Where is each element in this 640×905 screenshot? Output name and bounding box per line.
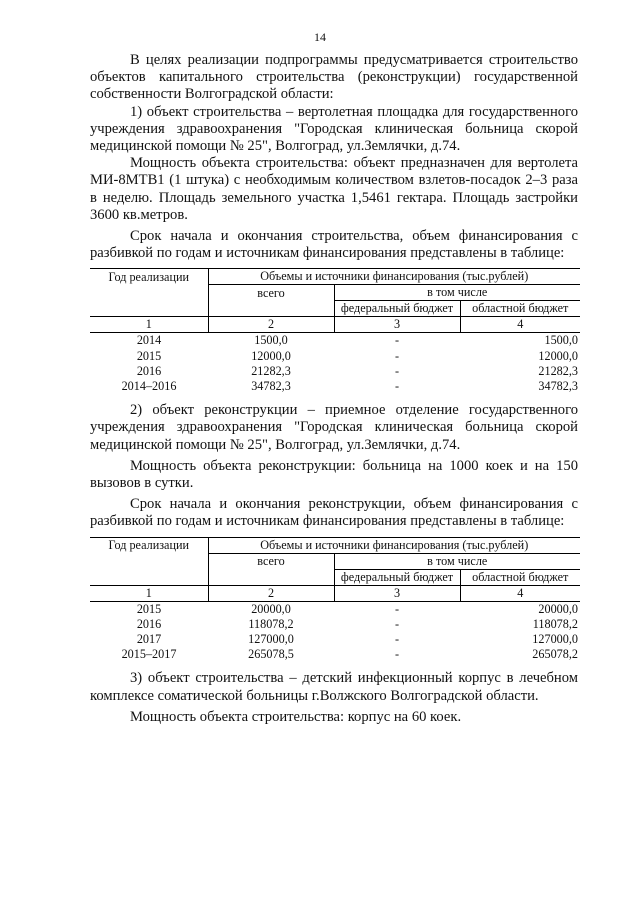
cell-year: 2014–2016 (121, 379, 177, 394)
cell-regional: 265078,2 (532, 647, 578, 662)
table-row (90, 349, 580, 364)
cell-federal: - (394, 647, 400, 662)
cell-regional: 1500,0 (544, 333, 578, 348)
cell-federal: - (394, 632, 400, 647)
header-federal: федеральный бюджет (334, 301, 460, 317)
cell-regional: 127000,0 (532, 632, 578, 647)
header-regional: областной бюджет (460, 301, 580, 317)
cell-regional: 20000,0 (538, 601, 578, 616)
document-body (90, 52, 578, 726)
col-number-4: 4 (460, 585, 580, 601)
header-total: всего (208, 285, 334, 301)
cell-total: 20000,0 (251, 601, 291, 616)
cell-federal: - (394, 601, 400, 616)
cell-year: 2016 (136, 363, 162, 378)
cell-regional: 21282,3 (538, 363, 578, 378)
cell-federal: - (394, 363, 400, 378)
financing-table-2 (90, 537, 580, 663)
col-number-1: 1 (90, 585, 208, 601)
header-federal: федеральный бюджет (334, 569, 460, 585)
table-row (90, 379, 580, 394)
object2-schedule: Срок начала и окончания реконструкции, объем финансирования с разбивкой по годам и источникам финансирования представлены в таблице: (90, 496, 578, 530)
table-row (90, 647, 580, 662)
cell-total: 12000,0 (251, 348, 291, 363)
header-including: в том числе (334, 285, 580, 301)
cell-year: 2015 (136, 601, 162, 616)
object1-capacity: Мощность объекта строительства: объект предназначен для вертолета МИ-8МТВ1 (1 штука) с необходимым количеством взлетов-посадок 2–3 раза в неделю. Площадь земельного участка 1,5461 гектара. Площадь застройки 3600 кв.метров. (90, 155, 578, 223)
header-regional: областной бюджет (460, 569, 580, 585)
cell-regional: 118078,2 (532, 616, 578, 631)
table-row (90, 617, 580, 632)
object1-title: 1) объект строительства – вертолетная площадка для государственного учреждения здравоохранения "Городская клиническая больница скорой медицинской помощи № 25", Волгоград, ул.Землячки, д.74. (90, 103, 578, 155)
object2-capacity: Мощность объекта реконструкции: больница на 1000 коек и на 150 вызовов в сутки. (90, 457, 578, 492)
cell-federal: - (394, 616, 400, 631)
cell-year: 2017 (136, 632, 162, 647)
object1-schedule: Срок начала и окончания строительства, объем финансирования с разбивкой по годам и источникам финансирования представлены в таблице: (90, 228, 578, 262)
table-row (90, 632, 580, 647)
table-row (90, 601, 580, 617)
cell-year: 2016 (136, 616, 162, 631)
col-number-3: 3 (334, 585, 460, 601)
cell-regional: 12000,0 (538, 348, 578, 363)
cell-federal: - (394, 379, 400, 394)
cell-year: 2015–2017 (121, 647, 177, 662)
cell-total: 118078,2 (248, 616, 294, 631)
object3-title: 3) объект строительства – детский инфекционный корпус в лечебном комплексе соматической больницы г.Волжского Волгоградской области. (90, 670, 578, 704)
object3-capacity: Мощность объекта строительства: корпус на 60 коек. (130, 708, 462, 725)
col-number-2: 2 (208, 317, 334, 333)
cell-total: 21282,3 (251, 363, 291, 378)
col-number-2: 2 (208, 585, 334, 601)
header-year: Год реализации (90, 537, 208, 553)
cell-total: 127000,0 (248, 632, 294, 647)
financing-table-1 (90, 268, 580, 394)
cell-total: 1500,0 (254, 333, 288, 348)
header-including: в том числе (334, 553, 580, 569)
table-row (90, 364, 580, 379)
header-total: всего (208, 553, 334, 569)
cell-year: 2014 (136, 333, 162, 348)
cell-year: 2015 (136, 348, 162, 363)
object2-title: 2) объект реконструкции – приемное отделение государственного учреждения здравоохранения "Городская клиническая больница скорой медицинской помощи № 25", Волгоград, ул.Землячки, д.74. (90, 402, 578, 453)
col-number-3: 3 (334, 317, 460, 333)
col-number-4: 4 (460, 317, 580, 333)
header-year: Год реализации (90, 269, 208, 285)
cell-total: 265078,5 (248, 647, 294, 662)
table-row (90, 333, 580, 349)
cell-regional: 34782,3 (538, 379, 578, 394)
intro-paragraph: В целях реализации подпрограммы предусматривается строительство объектов капитального строительства (реконструкции) государственной собственности Волгоградской области: (90, 52, 578, 103)
header-volumes: Объемы и источники финансирования (тыс.рублей) (208, 269, 580, 285)
cell-federal: - (394, 333, 400, 348)
header-volumes: Объемы и источники финансирования (тыс.рублей) (208, 537, 580, 553)
cell-federal: - (394, 348, 400, 363)
page-number: 14 (314, 30, 326, 44)
col-number-1: 1 (90, 317, 208, 333)
cell-total: 34782,3 (251, 379, 291, 394)
